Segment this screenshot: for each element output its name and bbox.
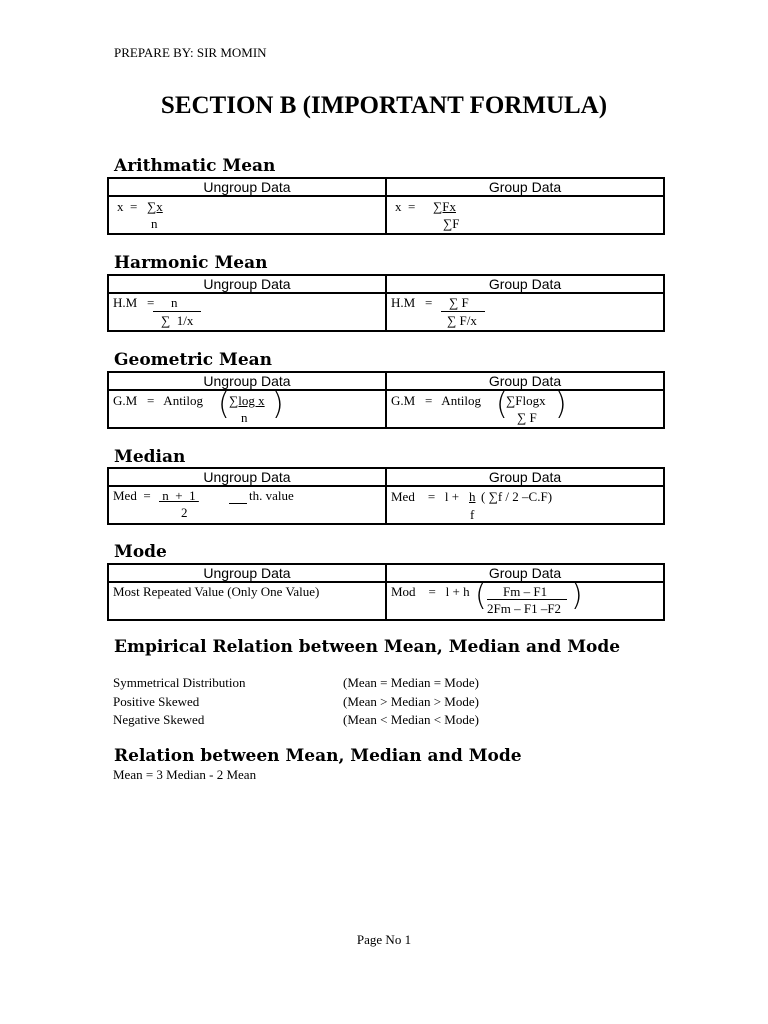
page-title: SECTION B (IMPORTANT FORMULA) [160, 92, 608, 119]
mode-table [107, 563, 665, 621]
geometric-mean-heading: Geometric Mean [114, 350, 273, 370]
geometric-group-formula: G.M = Antilog ( ∑Flogx ∑ F ) [386, 390, 664, 428]
arithmetic-group-formula: x = ∑Fx ∑F [386, 196, 664, 234]
arithmetic-ungroup-formula: x = ∑x n [108, 196, 386, 234]
relation-heading: Relation between Mean, Median and Mode [114, 746, 522, 766]
ungroup-header: Ungroup Data [108, 372, 386, 390]
geometric-mean-table [107, 371, 665, 429]
empirical-row-value: (Mean = Median = Mode) [343, 675, 479, 690]
median-heading: Median [114, 447, 186, 467]
group-header: Group Data [386, 275, 664, 293]
arithmetic-mean-table [107, 177, 665, 235]
median-ungroup-formula: Med = n + 1 th. value 2 [108, 486, 386, 524]
mode-group-formula: Mod = l + h ( Fm – F1 2Fm – F1 –F2 ) [386, 582, 664, 620]
arithmetic-mean-heading: Arithmatic Mean [114, 156, 276, 176]
empirical-relation-heading: Empirical Relation between Mean, Median and Mode [114, 637, 621, 657]
empirical-row-label: Symmetrical Distribution [113, 675, 246, 690]
mode-ungroup-formula: Most Repeated Value (Only One Value) [108, 582, 386, 620]
ungroup-header: Ungroup Data [108, 275, 386, 293]
group-header: Group Data [386, 564, 664, 582]
mode-heading: Mode [114, 542, 167, 562]
empirical-row-label: Negative Skewed [113, 712, 205, 727]
median-group-formula: Med = l + h ( ∑f / 2 –C.F) f [386, 486, 664, 524]
ungroup-header: Ungroup Data [108, 468, 386, 486]
geometric-ungroup-formula: G.M = Antilog ( ∑log x n ) [108, 390, 386, 428]
harmonic-ungroup-formula: H.M = n ∑ 1/x [108, 293, 386, 331]
page-number: Page No 1 [356, 932, 412, 947]
harmonic-mean-heading: Harmonic Mean [114, 253, 268, 273]
empirical-row-value: (Mean < Median < Mode) [343, 712, 479, 727]
harmonic-group-formula: H.M = ∑ F ∑ F/x [386, 293, 664, 331]
empirical-row-value: (Mean > Median > Mode) [343, 694, 479, 709]
ungroup-header: Ungroup Data [108, 564, 386, 582]
empirical-row-label: Positive Skewed [113, 694, 200, 709]
group-header: Group Data [386, 468, 664, 486]
harmonic-mean-table [107, 274, 665, 332]
group-header: Group Data [386, 178, 664, 196]
median-table [107, 467, 665, 525]
prepared-by: PREPARE BY: SIR MOMIN [114, 45, 267, 60]
group-header: Group Data [386, 372, 664, 390]
ungroup-header: Ungroup Data [108, 178, 386, 196]
relation-formula: Mean = 3 Median - 2 Mean [113, 767, 257, 782]
